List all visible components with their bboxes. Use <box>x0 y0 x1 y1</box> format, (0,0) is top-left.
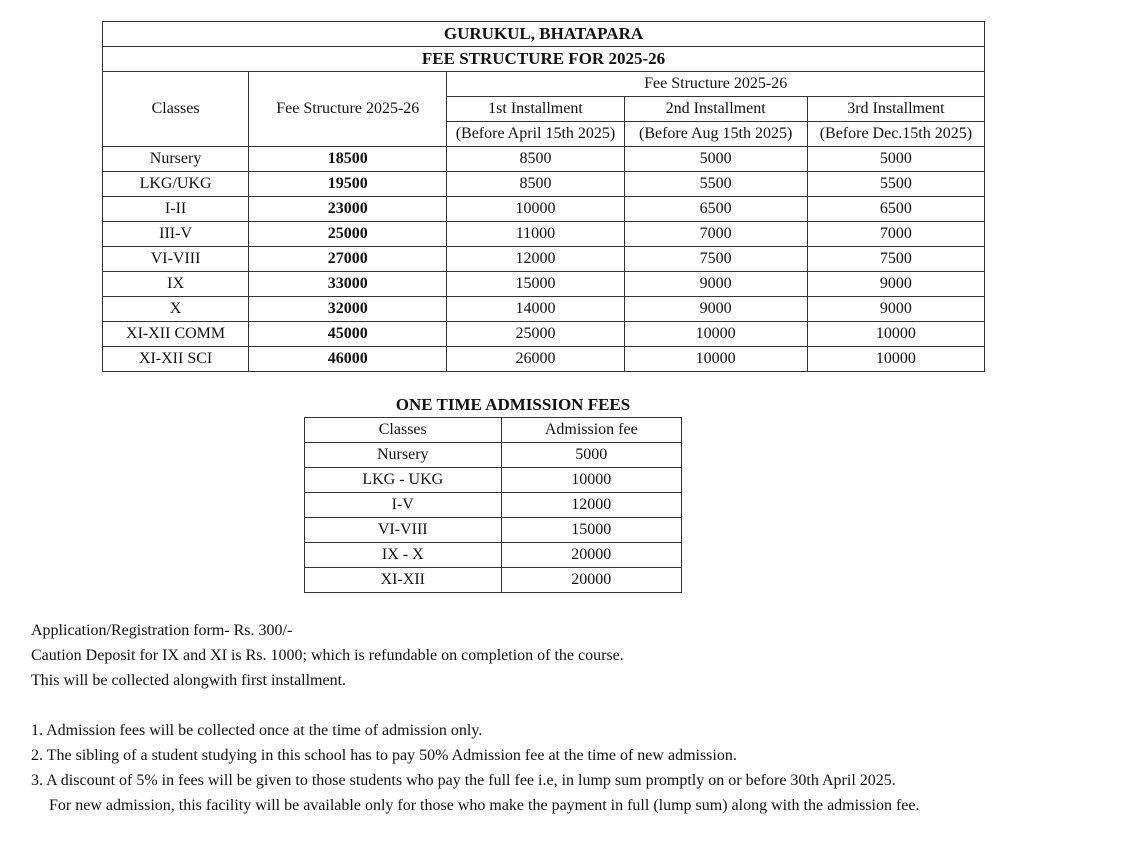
total-fee-cell: 19500 <box>249 172 447 197</box>
installment-3-cell: 9000 <box>807 272 984 297</box>
total-fee-cell: 18500 <box>249 147 447 172</box>
header-admission-fee: Admission fee <box>501 418 681 443</box>
table-row <box>305 468 682 493</box>
admission-fees-title: ONE TIME ADMISSION FEES <box>395 395 631 414</box>
class-cell: IX - X <box>305 543 502 568</box>
installment-3-cell: 10000 <box>807 322 984 347</box>
class-cell: IX <box>103 272 249 297</box>
table-row <box>103 147 985 172</box>
class-cell: VI-VIII <box>103 247 249 272</box>
header-installment-3: 3rd Installment <box>807 97 984 122</box>
installment-1-cell: 26000 <box>447 347 624 372</box>
installment-2-cell: 10000 <box>624 347 807 372</box>
installment-3-cell: 7500 <box>807 247 984 272</box>
caution-deposit-note: Caution Deposit for IX and XI is Rs. 1000; which is refundable on completion of the course. <box>31 647 624 664</box>
class-cell: I-V <box>305 493 502 518</box>
class-cell: LKG/UKG <box>103 172 249 197</box>
installment-3-cell: 10000 <box>807 347 984 372</box>
class-cell: Nursery <box>103 147 249 172</box>
rule-item: 2. The sibling of a student studying in this school has to pay 50% Admission fee at the time of new admission. <box>31 747 737 764</box>
fee-table-title: FEE STRUCTURE FOR 2025-26 <box>103 47 985 72</box>
school-name: GURUKUL, BHATAPARA <box>103 22 985 47</box>
table-row <box>305 443 682 468</box>
admission-fee-cell: 10000 <box>501 468 681 493</box>
installment-1-cell: 14000 <box>447 297 624 322</box>
header-installment-2: 2nd Installment <box>624 97 807 122</box>
total-fee-cell: 23000 <box>249 197 447 222</box>
total-fee-cell: 46000 <box>249 347 447 372</box>
class-cell: XI-XII COMM <box>103 322 249 347</box>
header-installment-1-due: (Before April 15th 2025) <box>447 122 624 147</box>
table-row <box>103 197 985 222</box>
installment-3-cell: 6500 <box>807 197 984 222</box>
table-row <box>305 493 682 518</box>
fee-structure-table <box>102 21 985 372</box>
admission-fee-cell: 5000 <box>501 443 681 468</box>
installment-2-cell: 9000 <box>624 297 807 322</box>
class-cell: X <box>103 297 249 322</box>
rule-item-continuation: For new admission, this facility will be available only for those who make the payment in full (lump sum) along with the admission fee. <box>49 797 920 814</box>
table-row <box>103 347 985 372</box>
admission-fee-cell: 20000 <box>501 568 681 593</box>
admission-fees-table <box>304 417 682 593</box>
installment-3-cell: 7000 <box>807 222 984 247</box>
table-row <box>103 222 985 247</box>
admission-fee-cell: 15000 <box>501 518 681 543</box>
table-row <box>305 518 682 543</box>
table-row <box>103 247 985 272</box>
installment-1-cell: 15000 <box>447 272 624 297</box>
installment-2-cell: 7000 <box>624 222 807 247</box>
installment-2-cell: 5500 <box>624 172 807 197</box>
total-fee-cell: 32000 <box>249 297 447 322</box>
table-row <box>103 322 985 347</box>
header-classes: Classes <box>103 72 249 147</box>
rule-item: 3. A discount of 5% in fees will be given to those students who pay the full fee i.e, in lump sum promptly on or before 30th April 2025. <box>31 772 896 789</box>
class-cell: I-II <box>103 197 249 222</box>
table-row <box>103 172 985 197</box>
table-row <box>103 272 985 297</box>
class-cell: VI-VIII <box>305 518 502 543</box>
installment-1-cell: 25000 <box>447 322 624 347</box>
installment-1-cell: 8500 <box>447 147 624 172</box>
installment-3-cell: 5500 <box>807 172 984 197</box>
header-installments-group: Fee Structure 2025-26 <box>447 72 985 97</box>
table-row <box>305 543 682 568</box>
total-fee-cell: 25000 <box>249 222 447 247</box>
table-row <box>305 568 682 593</box>
header-installment-1: 1st Installment <box>447 97 624 122</box>
registration-fee-note: Application/Registration form- Rs. 300/- <box>31 622 293 639</box>
installment-2-cell: 5000 <box>624 147 807 172</box>
installment-2-cell: 10000 <box>624 322 807 347</box>
installment-1-cell: 11000 <box>447 222 624 247</box>
class-cell: LKG - UKG <box>305 468 502 493</box>
installment-2-cell: 7500 <box>624 247 807 272</box>
installment-1-cell: 8500 <box>447 172 624 197</box>
header-installment-2-due: (Before Aug 15th 2025) <box>624 122 807 147</box>
installment-1-cell: 10000 <box>447 197 624 222</box>
admission-fee-cell: 12000 <box>501 493 681 518</box>
header-classes: Classes <box>305 418 502 443</box>
total-fee-cell: 27000 <box>249 247 447 272</box>
rule-item: 1. Admission fees will be collected once at the time of admission only. <box>31 722 483 739</box>
header-installment-3-due: (Before Dec.15th 2025) <box>807 122 984 147</box>
total-fee-cell: 33000 <box>249 272 447 297</box>
rules-list <box>31 718 920 818</box>
installment-3-cell: 5000 <box>807 147 984 172</box>
installment-1-cell: 12000 <box>447 247 624 272</box>
admission-fee-cell: 20000 <box>501 543 681 568</box>
header-total-fee: Fee Structure 2025-26 <box>249 72 447 147</box>
collection-note: This will be collected alongwith first installment. <box>31 672 347 689</box>
installment-3-cell: 9000 <box>807 297 984 322</box>
fee-notes <box>31 618 624 693</box>
class-cell: XI-XII SCI <box>103 347 249 372</box>
table-row <box>103 297 985 322</box>
class-cell: XI-XII <box>305 568 502 593</box>
total-fee-cell: 45000 <box>249 322 447 347</box>
installment-2-cell: 6500 <box>624 197 807 222</box>
installment-2-cell: 9000 <box>624 272 807 297</box>
class-cell: Nursery <box>305 443 502 468</box>
class-cell: III-V <box>103 222 249 247</box>
